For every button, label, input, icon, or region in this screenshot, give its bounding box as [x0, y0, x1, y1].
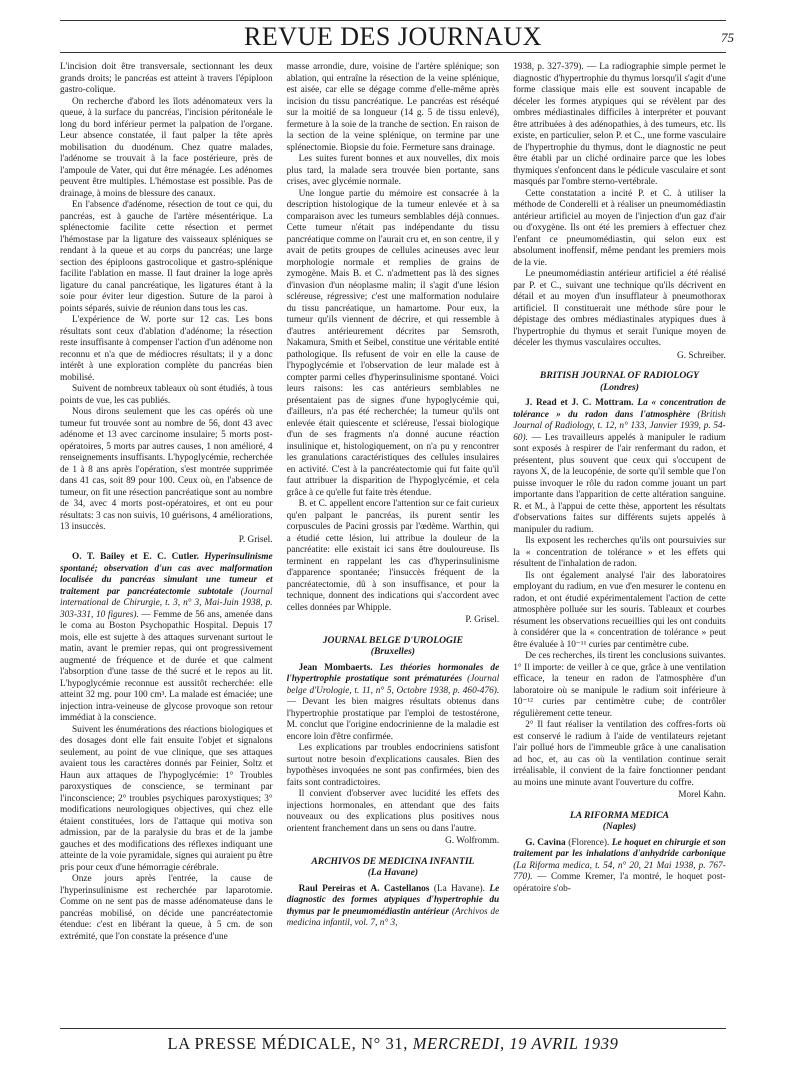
article-source: (Archivos de medicina infantil, vol. 7, n° 3,: [286, 906, 500, 928]
paragraph: Une longue partie du mémoire est consacrée à la description histologique de la tumeur enlevée et à sa comparaison avec les tumeurs semblables déjà connues. Cette tumeur n'était pas indépendante du tissu pancréatique comme on l'aurait cru et, en son centre, il y avait de petits groupes de cellules acineuses avec leur morphologie normale et remplies de grains de zymogène. Mais B. et C. n'admettent pas là des signes d'invasion d'un néoplasme malin; il s'agit d'une lésion scléreuse, régressive; c'est une malformation nodulaire du tissu pancréatique, un hamartome. Pour eux, la tumeur qu'ils viennent de décrire, et qui ressemble à d'autres antérieurement décrites par Semsroth, Nakamura, Smith et Seibel, constitue une véritable entité pathologique. Ils refusent de voir en elle la cause de l'hypoglycémie et l'observation de leur malade est à compter parmi celles d'hyperinsulinisme spontané. Voici leurs raisons: les cas antérieurs semblables ne présentaient pas de signes d'une hypoglycémie qui, d'ailleurs, n'a pas été recherchée; la tumeur qu'ils ont enlevée était quiescente et scléreuse, l'essai biologique d'un de ses fragments n'a donné aucune réaction insulinique et, histologiquement, on n'a pu y rencontrer les granulations caractéristiques des cellules insulaires en activité. C'est à la pancréatectomie qui fut faite qu'il faut attribuer la disparition de l'hypoglycémie, et cela grâce à ce qu'elle fut faite très étendue.: [286, 188, 500, 498]
article-source: (Journal belge d'Urologie, t. 11, n° 5, Octobre 1938, p. 460-476).: [286, 674, 500, 696]
journal-city: (La Havane): [367, 867, 419, 878]
journal-heading: ARCHIVOS DE MEDICINA INFANTIL: [311, 855, 475, 867]
paragraph: Ils exposent les recherches qu'ils ont poursuivies sur la « concentration de tolérance » et les effets qui résultent de l'inhalation de radon.: [513, 536, 726, 569]
footer-journal: LA PRESSE MÉDICALE,: [167, 1034, 357, 1053]
paragraph: 2° Il faut réaliser la ventilation des coffres-forts où est conservé le radium à l'aide de ventilateurs rejetant l'air pollué hors de l'immeuble grâce à une canalisation ad hoc, et, au cas où la ventilation continue serait irréalisable, il convient de la faire fonctionner pendant au moins une minute avant l'ouverture du coffre.: [513, 720, 726, 788]
article-text: — Les travailleurs appelés à manipuler le radium sont exposés à respirer de l'air renfermant du radon, et présentent, plus souvent que ceux qui s'occupent de rayons X, de la leucopénie, de sorte qu'il semble que l'on puisse invoquer le rôle du radon comme jouant un part importante dans l'apparition de cette altération sanguine. R. et M., à l'appui de cette thèse, apportent les résultats d'observations faites sur différents sujets appelés à manipuler du radium.: [513, 432, 726, 535]
article-authors: Raul Pereiras et A. Castellanos: [298, 883, 430, 894]
journal-heading: BRITISH JOURNAL OF RADIOLOGY: [539, 370, 700, 381]
article-title: La « concentration de tolérance » du radon dans l'atmosphère: [513, 398, 726, 420]
reviewer-signature: Morel Kahn.: [678, 790, 726, 800]
journal-city: (Bruxelles): [370, 646, 416, 657]
reviewer-signature: P. Grisel.: [465, 615, 500, 625]
article-source: (British Journal of Radiology, t. 12, n° 133, Janvier 1939, p. 54-60).: [513, 409, 726, 443]
article-title: Le hoquet en chirurgie et son traitement par les inhalations d'anhydride carbonique: [513, 837, 726, 859]
reviewer-signature: G. Wolfromm.: [445, 836, 500, 846]
journal-city: (Naples): [602, 821, 637, 832]
footer-line: [60, 1034, 726, 1054]
paragraph: En l'absence d'adénome, résection de tout ce qui, du pancréas, est à gauche de l'artère mésentérique. La splénectomie facilite cette résection et permet l'hémostase par la ligature des vaisseaux spléniques se rendant à la queue et au corps du pancréas; une large section des épiploons gastrocolique et gastro-splénique facilite l'ablation en masse. Il faut drainer la loge après ligature du canal pancréatique, les ligatures étant à la soie pour éviter leur digestion. Suture de la paroi à points séparés, suivie de réunion dans tous les cas.: [60, 200, 273, 314]
paragraph: Suivent de nombreux tableaux où sont étudiés, à tous points de vue, les cas publiés.: [60, 384, 273, 406]
article-text: — Devant les bien maigres résultats obtenus dans l'hypertrophie prostatique par l'emploi de testostérone, M. conclut que l'origine endocrinienne de la maladie est encore loin d'être confirmée.: [286, 697, 500, 742]
running-header: [60, 14, 734, 54]
paragraph: masse arrondie, dure, voisine de l'artère splénique; son ablation, qui entraîne la résection de la veine splénique, est aisée, car elle se dégage comme d'elle-même après incision du tissu pancréatique. Le pancréas est réséqué sur la moitié de sa longueur (14 g. 5 de tissu enlevé), fermeture à la soie de la tranche de section. En raison de la section de la veine splénique, on termine par une splénectomie. Biopsie du foie. Fermeture sans drainage.: [286, 62, 500, 153]
journal-city: (Londres): [600, 381, 639, 393]
article-text: — Comme Kremer, l'a montré, le hoquet post-opératoire s'ob-: [513, 872, 726, 894]
paragraph: Ils ont également analysé l'air des laboratoires employant du radium, en vue d'en mesurer le contenu en radon, et ont étudié expérimentalement l'action de cette atmosphère polluée sur les souris. Tableaux et courbes résument les observations recueillies qui les ont conduits à considérer que la « concentration de tolérance » peut être évaluée à 10⁻¹¹ curies par centimètre cube.: [513, 570, 726, 650]
author-city: (Florence).: [568, 837, 610, 848]
paragraph: Il convient d'observer avec lucidité les effets des injections hormonales, en attendant que des faits nouveaux ou des explications plus positives nous orientent franchement dans un sens ou dans l'autre.: [286, 789, 500, 834]
paragraph: On recherche d'abord les îlots adénomateux vers la queue, à la surface du pancréas, l'incision péritonéale le long du bord inférieur permet la palpation de l'organe. Leur absence constatée, il faut palper la tête après mobilisation du duodénum. Chez quatre malades, l'adénome se trouvait à la face postérieure, près de l'ampoule de Vater, qui dut être ménagée. Les adénomes peuvent être multiples. L'hémostase est possible. Pas de drainage, à moins de blessure des canaux.: [60, 96, 273, 199]
paragraph: Cette constatation a incité P. et C. à utiliser la méthode de Conderelli et à réaliser un pneumomédiastin antérieur artificiel au moyen de l'injection d'un gaz d'air ou d'oxygène. Ils ont été les premiers à effectuer chez l'enfant ce pneumomédiastin, qui selon eux est absolument inoffensif, même pendant les premiers mois de la vie.: [513, 188, 726, 268]
article-authors: O. T. Bailey et E. C. Cutler.: [72, 552, 199, 562]
reviewer-signature: P. Grisel.: [238, 534, 273, 545]
header-top-rule: [60, 20, 726, 21]
page-number: 75: [721, 30, 734, 45]
article-abstract: [287, 663, 500, 744]
article-authors: J. Read et J. C. Mottram.: [525, 398, 634, 408]
footer-rule: [60, 1028, 726, 1029]
header-bottom-rule: [60, 52, 726, 53]
column-3: [513, 62, 726, 1014]
paragraph: Les suites furent bonnes et aux nouvelles, dix mois plus tard, la malade sera trouvée bien portante, sans crises, avec glycémie normale.: [286, 154, 500, 187]
article-authors: G. Cavina: [525, 837, 566, 848]
article-abstract: [60, 552, 273, 725]
journal-heading: LA RIFORMA MEDICA: [569, 809, 670, 821]
paragraph: Les explications par troubles endocriniens satisfont surtout notre besoin d'explications causales. Bien des hypothèses invoquées ne sont pas confirmées, bien des faits sont contradictoires.: [286, 743, 500, 788]
column-2: [287, 62, 500, 1014]
article-abstract: [287, 884, 500, 930]
article-abstract: [513, 398, 726, 536]
paragraph: L'expérience de W. porte sur 12 cas. Les bons résultats sont ceux d'ablation d'adénome; la résection reste insuffisante à compenser l'action d'un adénome non reconnu et n'a que de médiocres résultats; il y a donc intérêt à une exploration complète du pancréas bien mobilisé.: [60, 315, 273, 383]
article-columns: [60, 62, 726, 1014]
column-1: [60, 62, 273, 1014]
article-title: Hyperinsulinisme spontané; observation d'un cas avec malformation localisée du pancréas simulant une tumeur et traitement par pancréatectomie subtotale: [60, 552, 273, 597]
header-title: REVUE DES JOURNAUX: [244, 22, 542, 51]
paragraph: Suivent les énumérations des réactions biologiques et des dosages dont elle fait ensuite l'objet et signalons seulement, au point de vue clinique, que ses attaques avaient tous les caractères donnés par Feinier, Soltz et Haun aux attaques de l'hypoglycémie: 1° Troubles paroxystiques de conscience, se terminant par l'inconscience; 2° troubles psychiques paroxystiques; 3° modifications neurologiques objectives, qui chez elle étaient constituées, lors de l'attaque qui motiva son admission, par de la paralysie du bras et de la jambe gauches et des modifications des réflexes indiquant une atteinte de la voie pyramidale, signes qui auraient pu être pris pour ceux d'une hémorragie cérébrale.: [60, 724, 273, 873]
article-authors: Jean Mombaerts.: [298, 662, 373, 673]
paragraph: Nous dirons seulement que les cas opérés où une tumeur fut trouvée sont au nombre de 56, dont 43 avec adénome et 13 avec carcinome insulaire; 5 morts post-opératoires, 5 morts par autres causes, 1 non amélioré, 4 renseignements insuffisants. L'hypoglycémie, recherchée de 1 à 8 ans après l'opération, s'est montrée supprimée dans 41 cas, soit 89 pour 100. Ceux où, en l'absence de tumeur, on fit une résection pancréatique sont au nombre de 34, avec 4 morts post-opératoires, et ont eu pour résultats: 3 cas non suivis, 10 guérisons, 4 améliorations, 13 insuccès.: [60, 407, 273, 532]
article-source: (La Riforma medica, t. 54, n° 20, 21 Mai 1938, p. 767-770).: [513, 860, 726, 882]
reviewer-signature: G. Schreiber.: [676, 350, 726, 361]
footer-issue: N° 31,: [361, 1034, 408, 1053]
article-title: Le diagnostic des formes atypiques d'hypertrophie du thymus par le pneumomédiastin antérieur: [286, 883, 500, 917]
footer-date: MERCREDI, 19 AVRIL 1939: [412, 1034, 619, 1053]
journal-heading: JOURNAL BELGE D'UROLOGIE: [322, 634, 464, 646]
paragraph: L'incision doit être transversale, sectionnant les deux grands droits; le pancréas est atteint à travers l'épiploon gastro-colique.: [60, 62, 273, 95]
paragraph: B. et C. appellent encore l'attention sur ce fait curieux qu'en palpant le pancréas, ils purent sentir les corpuscules de Pacini grossis par l'œdème. Warthin, qui a étudié cette lésion, lui attribue la douleur de la pancréatite: elle existait ici sans être douloureuse. Ils terminent en rappelant les cas d'hyperinsulinisme d'apparence spontanée; l'insuccès fréquent de la pancréatectomie, dû à son insuffisance, et pour la technique, donnent des indications qui s'accordent avec celles données par Whipple.: [286, 499, 500, 613]
author-city: (La Havane).: [433, 883, 485, 894]
article-text: — Femme de 56 ans, amenée dans le coma au Boston Psychopathic Hospital. Depuis 17 mois, elle est sujette à des attaques survenant surtout le matin, avant le premier repas, qui ont progressivement augmenté de fréquence et de durée et que calment l'absorption d'une tasse de thé sucré et le repos au lit. L'hypoglycémie reconnue est aussitôt recherchée: elle atteint 32 mg. pour 100 cm³. La malade est émaciée; une injection intra-veineuse de glycose provoque son retour immédiat à la conscience.: [60, 609, 273, 723]
paragraph: 1938, p. 327-379). — La radiographie simple permet le diagnostic d'hypertrophie du thymus lorsqu'il s'agit d'une forme classique mais elle est souvent incapable de déceler les formes atypiques qui se révèlent par des ombres médiastinales difficiles à interpréter et pouvant être attribuées à des adénopathies, à des tumeurs, etc. Ils existe, en particulier, selon P. et C., une forme vasculaire de l'hypertrophie du thymus, dont le diagnostic ne peut être établi par un cliché ordinaire parce que les lobes thymiques s'enfoncent dans le pédicule vasculaire et sont masqués par l'ombre sterno-vertébrale.: [513, 62, 726, 187]
paragraph: Le pneumomédiastin antérieur artificiel a été réalisé par P. et C., suivant une technique qu'ils décrivent en détail et au moyen d'un insufflateur à pneumothorax artificiel. Il constituerait une méthode sûre pour le dépistage des ombres médiastinales atypiques dues à l'hypertrophie du thymus et serait l'unique moyen de déceler les thymus vasculaires occultes.: [513, 269, 726, 348]
article-abstract: [513, 838, 726, 896]
running-footer: [60, 1022, 726, 1062]
article-title: Les théories hormonales de l'hypertrophie prostatique sont prématurées: [286, 662, 500, 684]
paragraph: De ces recherches, ils tirent les conclusions suivantes. 1° Il importe: de veiller à ce que, grâce à une ventilation efficace, la teneur en radon de l'atmosphère d'un laboratoire où se manipule le radium soit inférieure à 10⁻¹² curies par centimètre cube; de contrôler régulièrement cette teneur.: [513, 651, 726, 719]
article-source: (Journal international de Chirurgie, t. 3, n° 3, Mai-Juin 1938, p. 303-331, 10 figures).: [60, 586, 273, 620]
paragraph: Onze jours après l'entrée, la cause de l'hyperinsulinisme est recherchée par laparotomie. Comme on ne sent pas de masse adénomateuse dans le pancréas mobilisé, on décide une pancréatectomie étendue: c'est en libérant la queue, à 5 cm. de son extrémité, que l'on constate la présence d'une: [60, 874, 273, 942]
